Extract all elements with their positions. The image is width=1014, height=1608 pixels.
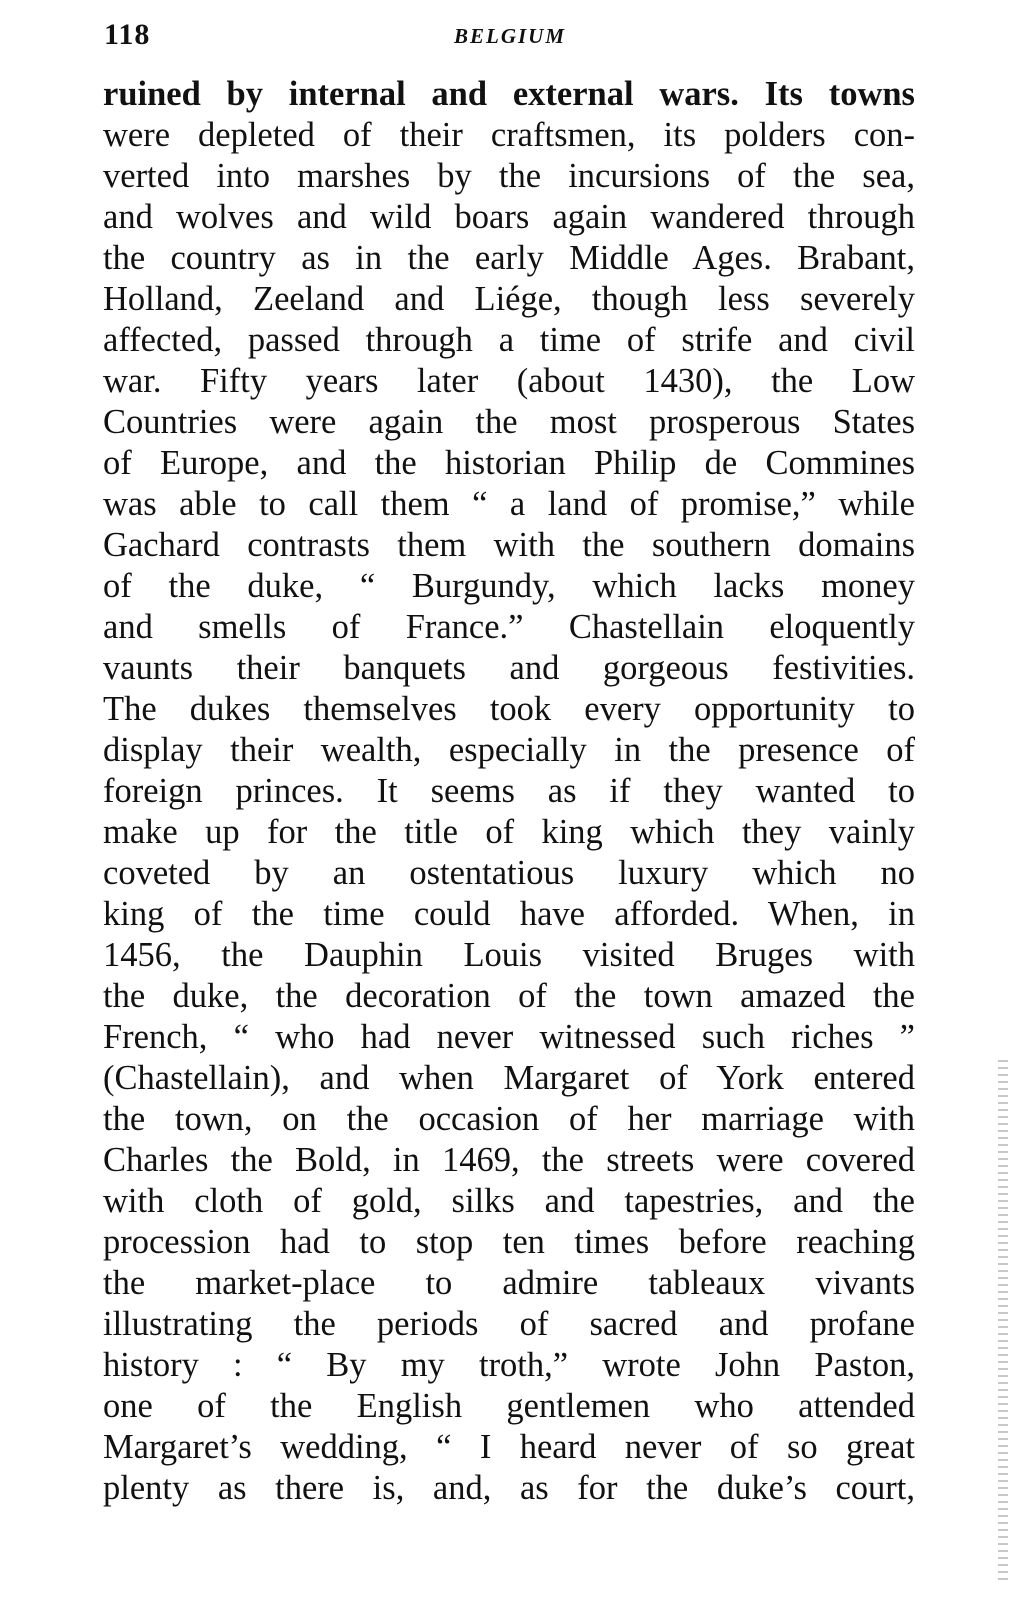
text-line: procession had to stop ten times before reaching <box>103 1223 915 1261</box>
text-line: Countries were again the most prosperous States <box>103 403 915 441</box>
text-line: verted into marshes by the incursions of the sea, <box>103 157 915 195</box>
text-line: was able to call them “ a land of promise,” while <box>103 485 915 523</box>
text-line: coveted by an ostentatious luxury which no <box>103 854 915 892</box>
text-line: 1456, the Dauphin Louis visited Bruges with <box>103 936 915 974</box>
text-line: the duke, the decoration of the town amazed the <box>103 977 915 1015</box>
text-line: plenty as there is, and, as for the duke’s court, <box>103 1469 915 1507</box>
page-edge-shadow <box>998 1060 1008 1580</box>
text-line: and wolves and wild boars again wandered through <box>103 198 915 236</box>
body-text <box>103 74 915 1509</box>
text-line: Margaret’s wedding, “ I heard never of so great <box>103 1428 915 1466</box>
text-line: Charles the Bold, in 1469, the streets were covered <box>103 1141 915 1179</box>
text-line: vaunts their banquets and gorgeous festivities. <box>103 649 915 687</box>
text-line: king of the time could have afforded. When, in <box>103 895 915 933</box>
text-line: The dukes themselves took every opportunity to <box>103 690 915 728</box>
text-line: war. Fifty years later (about 1430), the Low <box>103 362 915 400</box>
text-line: foreign princes. It seems as if they wanted to <box>103 772 915 810</box>
text-line: were depleted of their craftsmen, its polders con- <box>103 116 915 154</box>
text-line: the town, on the occasion of her marriage with <box>103 1100 915 1138</box>
running-title: BELGIUM <box>453 24 567 48</box>
text-line: affected, passed through a time of strife and civil <box>103 321 915 359</box>
text-line: of Europe, and the historian Philip de Commines <box>103 444 915 482</box>
text-line: the country as in the early Middle Ages. Brabant, <box>103 239 915 277</box>
text-line: make up for the title of king which they vainly <box>103 813 915 851</box>
text-line: with cloth of gold, silks and tapestries, and the <box>103 1182 915 1220</box>
text-line: the market-place to admire tableaux vivants <box>103 1264 915 1302</box>
text-line: of the duke, “ Burgundy, which lacks money <box>103 567 915 605</box>
text-line: (Chastellain), and when Margaret of York entered <box>103 1059 915 1097</box>
text-line: ruined by internal and external wars. Its towns <box>103 75 915 113</box>
text-line: display their wealth, especially in the presence of <box>103 731 915 769</box>
text-line: illustrating the periods of sacred and profane <box>103 1305 915 1343</box>
running-head <box>104 14 916 54</box>
text-line: French, “ who had never witnessed such riches ” <box>103 1018 915 1056</box>
text-line: Gachard contrasts them with the southern domains <box>103 526 915 564</box>
text-line: one of the English gentlemen who attended <box>103 1387 915 1425</box>
text-line: history : “ By my troth,” wrote John Paston, <box>103 1346 915 1384</box>
text-line: Holland, Zeeland and Liége, though less severely <box>103 280 915 318</box>
text-line: and smells of France.” Chastellain eloquently <box>103 608 915 646</box>
page-number: 118 <box>104 18 151 51</box>
